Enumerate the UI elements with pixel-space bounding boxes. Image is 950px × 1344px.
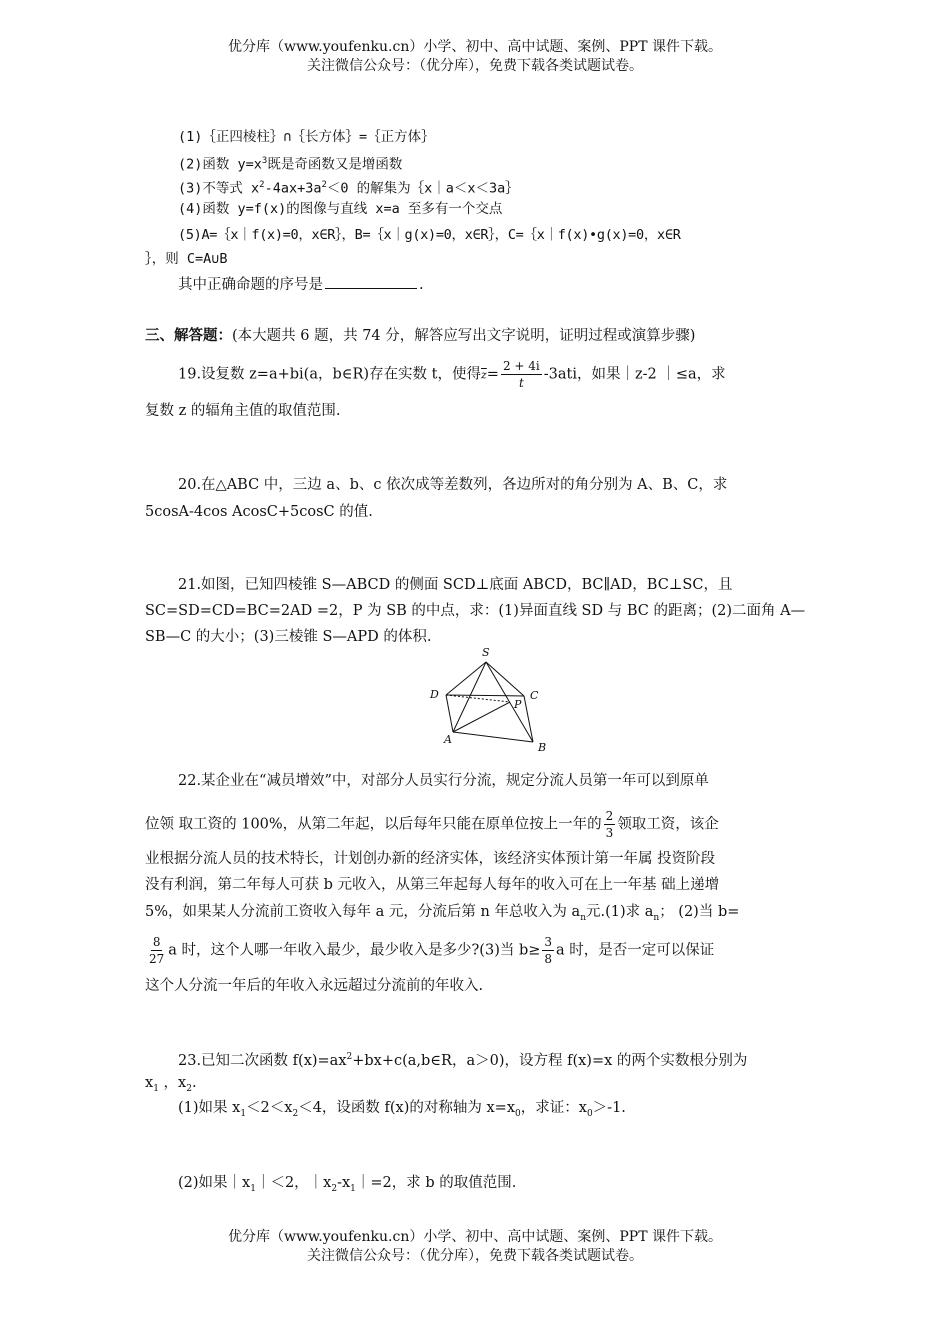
section-3-heading: 三、解答题：(本大题共 6 题，共 74 分，解答应写出文字说明，证明过程或演算步骤) bbox=[145, 327, 696, 344]
answer-blank bbox=[325, 274, 417, 289]
q23-line-2: $x_1$ ，$x_2$. bbox=[145, 1075, 197, 1094]
q18-item-2: (2)函数 $y=x^3$既是奇函数又是增函数 bbox=[178, 156, 403, 173]
q22-line-5: 5%，如果某人分流前工资收入每年 a 元，分流后第 n 年总收入为 $a_n$元.(1)求 $a_n$； (2)当 b= bbox=[145, 904, 740, 923]
q19-line-1: 19.设复数 z=a+bi(a，b∈R)存在实数 t，使得$\overline{z}=$ $\frac{2 + 4i}{t}$ -3ati，如果｜z-2 ｜≤a，求 bbox=[178, 359, 726, 390]
q18-answer-prompt: 其中正确命题的序号是 . bbox=[178, 274, 424, 296]
q21-line-2: SC=SD=CD=BC=2AD =2，P 为 SB 的中点，求：(1)异面直线 SD 与 BC 的距离；(2)二面角 A— bbox=[145, 603, 806, 619]
q22-fraction-8-27: $\frac{8}{27}$ bbox=[149, 935, 165, 966]
label-b: B bbox=[538, 741, 547, 754]
page-header bbox=[0, 38, 950, 76]
edge-sd bbox=[446, 662, 486, 695]
page-footer bbox=[0, 1228, 950, 1266]
q19-fraction: $\frac{2 + 4i}{t}$ bbox=[502, 359, 540, 390]
q18-item-5-line-2: ｝，则 C=A∪B bbox=[145, 251, 228, 267]
header-line-1: 优分库（www.youfenku.cn）小学、初中、高中试题、案例、PPT 课件下载。 bbox=[227, 39, 722, 55]
edge-ap bbox=[453, 702, 510, 732]
edge-ab bbox=[453, 732, 533, 742]
edge-da bbox=[446, 695, 453, 732]
q23-part-2: (2)如果$|x_1|<2$，$|x_2-x_1|=2$，求 b 的取值范围. bbox=[178, 1175, 517, 1194]
q18-item-3: (3)不等式 $x^2-4ax+3a^2<0$ 的解集为｛x｜a＜x＜3a｝ bbox=[178, 180, 519, 197]
header-line-2: 关注微信公众号：（优分库），免费下载各类试题试卷。 bbox=[307, 58, 643, 74]
edge-sc bbox=[486, 662, 524, 696]
q22-line-4: 没有利润，第二年每人可获 b 元收入，从第三年起每人每年的收入可在上一年基 础上递增 bbox=[145, 877, 720, 893]
footer-line-1: 优分库（www.youfenku.cn）小学、初中、高中试题、案例、PPT 课件下载。 bbox=[227, 1229, 722, 1245]
q21-line-1: 21.如图，已知四棱锥 S—ABCD 的侧面 SCD⊥底面 ABCD，BC∥AD，BC⊥SC，且 bbox=[178, 577, 733, 593]
q21-line-3: SB—C 的大小；(3)三棱锥 S—APD 的体积. bbox=[145, 629, 432, 645]
q22-line-1: 22.某企业在“减员增效”中，对部分人员实行分流，规定分流人员第一年可以到原单 bbox=[178, 773, 709, 789]
q23-line-1: 23.已知二次函数 $f(x)=ax^2+bx+c(a,b\in R$，a＞0)，设方程 f(x)=x 的两个实数根分别为 bbox=[178, 1052, 748, 1069]
q20-line-2: 5cosA-4cos AcosC+5cosC 的值. bbox=[145, 504, 373, 520]
q22-line-6: $\frac{8}{27}$ a 时，这个人哪一年收入最少，最少收入是多少?(3)当 b≥ $\frac{3}{8}$ a 时，是否一定可以保证 bbox=[149, 935, 715, 966]
q18-item-1: (1)｛正四棱柱｝∩｛长方体｝=｛正方体｝ bbox=[178, 129, 435, 145]
q23-part-1: (1)如果 $x_1<2<x_2<4$，设函数 f(x)的对称轴为 $x=x_0$，求证：$x_0>-1$. bbox=[178, 1100, 626, 1119]
label-a: A bbox=[444, 733, 452, 746]
footer-line-2: 关注微信公众号：（优分库），免费下载各类试题试卷。 bbox=[307, 1248, 643, 1264]
q22-line-7: 这个人分流一年后的年收入永远超过分流前的年收入. bbox=[145, 978, 484, 994]
label-c: C bbox=[530, 689, 539, 702]
label-s: S bbox=[482, 646, 490, 659]
pyramid-figure bbox=[420, 642, 560, 756]
q19-line-2: 复数 z 的辐角主值的取值范围. bbox=[145, 403, 341, 419]
q22-fraction-3-8: $\frac{3}{8}$ bbox=[544, 935, 553, 966]
q22-line-3: 业根据分流人员的技术特长，计划创办新的经济实体，该经济实体预计第一年属 投资阶段 bbox=[145, 851, 716, 867]
label-d: D bbox=[430, 688, 439, 701]
edge-dc bbox=[446, 695, 524, 696]
q18-item-5-line-1: (5)A=｛x｜f(x)=0，x∈R｝，B=｛x｜g(x)=0，x∈R｝，C=｛x｜f(x)•g(x)=0，x∈R bbox=[178, 227, 681, 243]
q22-fraction-2-3: $\frac{2}{3}$ bbox=[605, 809, 614, 840]
label-p: P bbox=[514, 698, 522, 711]
edge-sa bbox=[453, 662, 486, 732]
q20-line-1: 20.在△ABC 中，三边 a、b、c 依次成等差数列，各边所对的角分别为 A、B、C，求 bbox=[178, 477, 728, 493]
q18-item-4: (4)函数 y=f(x)的图像与直线 x=a 至多有一个交点 bbox=[178, 201, 503, 217]
q22-line-2: 位领 取工资的 100%，从第二年起，以后每年只能在原单位按上一年的 $\frac{2}{3}$ 领取工资，该企 bbox=[145, 809, 719, 840]
